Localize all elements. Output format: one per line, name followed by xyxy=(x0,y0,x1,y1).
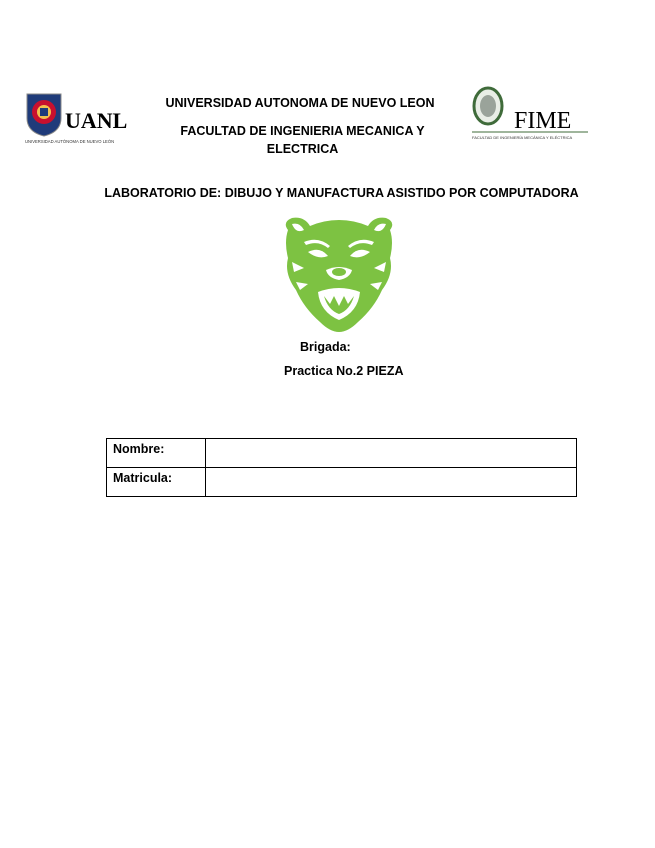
university-name: UNIVERSIDAD AUTONOMA DE NUEVO LEON xyxy=(165,96,435,110)
fime-logo-subtext: FACULTAD DE INGENIERÍA MECÁNICA Y ELÉCTRICA xyxy=(472,135,573,140)
uanl-logo-subtext: UNIVERSIDAD AUTÓNOMA DE NUEVO LEÓN xyxy=(25,139,115,144)
table-row xyxy=(107,468,577,497)
faculty-name xyxy=(160,122,445,158)
bear-logo xyxy=(278,212,400,334)
uanl-logo-text: UANL xyxy=(65,108,128,133)
brigada-label: Brigada: xyxy=(300,340,351,354)
fime-logo xyxy=(470,84,590,144)
practica-title: Practica No.2 PIEZA xyxy=(284,364,404,378)
faculty-line-2: ELECTRICA xyxy=(266,142,339,156)
nombre-label: Nombre: xyxy=(107,439,206,468)
matricula-value xyxy=(206,468,577,497)
fime-logo-text: FIME xyxy=(514,108,572,134)
table-row xyxy=(107,439,577,468)
student-info-table xyxy=(106,438,577,497)
matricula-label: Matricula: xyxy=(107,468,206,497)
faculty-line-1: FACULTAD DE INGENIERIA MECANICA Y xyxy=(180,124,425,138)
nombre-value xyxy=(206,439,577,468)
lab-title: LABORATORIO DE: DIBUJO Y MANUFACTURA ASISTIDO POR COMPUTADORA xyxy=(104,186,579,200)
uanl-logo xyxy=(23,88,137,144)
